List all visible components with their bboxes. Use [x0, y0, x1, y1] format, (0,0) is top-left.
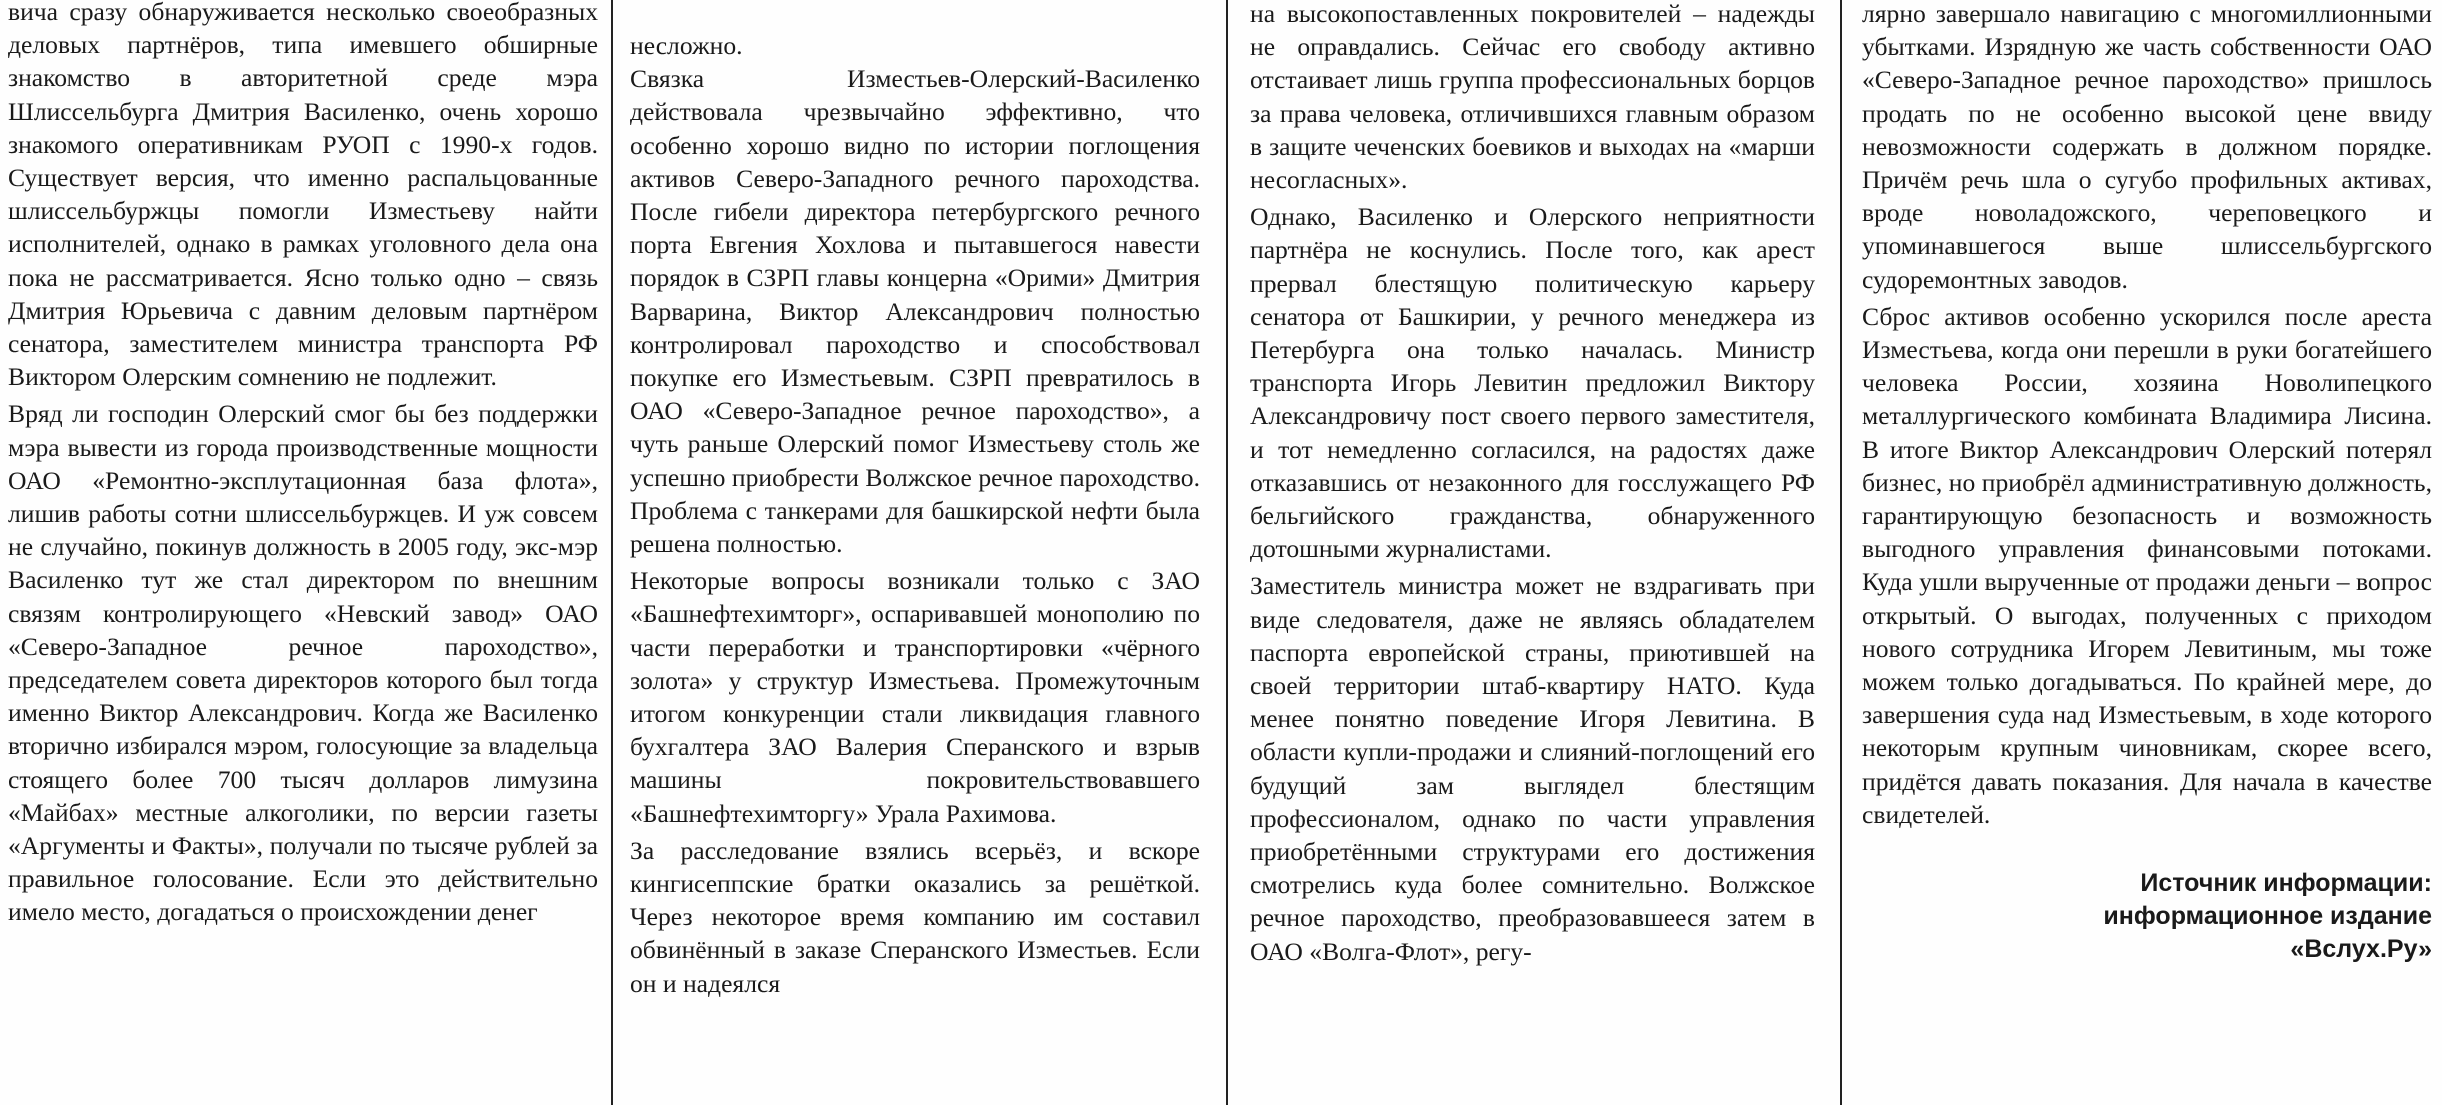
column-2-paragraph-4: За расследование взялись всерьёз, и вскоре кингисеппские братки оказались за решёткой. Через некоторое время компанию им составил обвинённый в заказе Сперанского Изместьев. Если он и надеялся [630, 835, 1200, 998]
column-divider-3 [1840, 0, 1842, 1105]
column-2-paragraph-1: несложно. [630, 31, 743, 60]
article-column-1 [8, 0, 598, 1100]
source-publication-type: информационное издание [2103, 902, 2432, 931]
column-1-paragraph-1: вича сразу обнаруживается несколько своеобразных деловых партнёров, типа имевшего обширные знакомство в авторитетной среде мэра Шлиссельбурга Дмитрия Василенко, очень хорошо знакомого оперативникам РУОП с 1990-х годов. Существует версия, что именно распальцованные шлиссельбуржцы помогли Изместьеву найти исполнителей, однако в рамках уголовного дела она пока не рассматривается. Ясно только одно – связь Дмитрия Юрьевича с давним деловым партнёром сенатора, заместителем министра транспорта РФ Виктором Олерским сомнению не подлежит. [8, 0, 598, 392]
source-label: Источник информации: [2140, 869, 2432, 898]
column-2-paragraph-3: Некоторые вопросы возникали только с ЗАО «Башнефтехимторг», оспаривавшей монополию по части переработки и транспортировки «чёрного золота» у структур Изместьева. Промежуточным итогом конкуренции стали ликвидация главного бухгалтера ЗАО Валерия Сперанского и взрыв машины покровительствовавшего «Башнефтехимторгу» Урала Рахимова. [630, 566, 1200, 828]
column-3-paragraph-3: Заместитель министра может не вздрагивать при виде следователя, даже не являясь обладателем паспорта европейской страны, приютившей на своей территории штаб-квартиру НАТО. Куда менее понятно поведение Игоря Левитина. В области купли-продажи и слияний-поглощений его будущий зам выглядел блестящим профессионалом, однако по части управления приобретёнными структурами его достижения смотрелись куда более сомнительно. Волжское речное пароходство, преобразовавшееся затем в ОАО «Волга-Флот», регу- [1250, 571, 1815, 966]
article-column-4 [1862, 0, 2432, 1102]
column-2-paragraph-2: Связка Изместьев-Олерский-Василенко действовала чрезвычайно эффективно, что особенно хорошо видно по истории поглощения активов Северо-Западного речного пароходства. После гибели директора петербургского речного порта Евгения Хохлова и пытавшегося навести порядок в СЗРП главы концерна «Орими» Дмитрия Варварина, Виктор Александрович полностью контролировал пароходство и способствовал покупке его Изместьевым. СЗРП превратилось в ОАО «Северо-Западное речное пароходство», а чуть раньше Олерский помог Изместьеву столь же успешно приобрести Волжское речное пароходство. Проблема с танкерами для башкирской нефти была решена полностью. [630, 64, 1200, 559]
column-4-paragraph-2: Сброс активов особенно ускорился после ареста Изместьева, когда они перешли в руки богатейшего человека России, хозяина Новолипецкого металлургического комбината Владимира Лисина. В итоге Виктор Александрович Олерский потерял бизнес, но приобрёл административную должность, гарантирующую безопасность и возможность выгодного управления финансовыми потоками. Куда ушли вырученные от продажи деньги – вопрос открытый. О выгодах, полученных с приходом нового сотрудника Игорем Левитиным, мы тоже можем только догадываться. По крайней мере, до завершения суда над Изместьевым, в ходе которого некоторым крупным чиновникам, скорее всего, придётся давать показания. Для начала в качестве свидетелей. [1862, 301, 2432, 829]
column-3-paragraph-2: Однако, Василенко и Олерского неприятности партнёра не коснулись. После того, как арест прервал блестящую политическую карьеру сенатора от Башкирии, у речного менеджера из Петербурга она только началась. Министр транспорта Игорь Левитин предложил Виктору Александровичу пост своего первого заместителя, и тот немедленно согласился, на радостях даже отказавшись от незаконного для госслужащего РФ бельгийского гражданства, обнаруженного дотошными журналистами. [1250, 202, 1815, 564]
column-divider-2 [1226, 0, 1228, 1105]
source-publication-name: «Вслух.Ру» [2290, 935, 2432, 964]
column-1-paragraph-2: Вряд ли господин Олерский смог бы без поддержки мэра вывести из города производственные мощности ОАО «Ремонтно-эксплутационная база флота», лишив работы сотни шлиссельбуржцев. И уж совсем не случайно, покинув должность в 2005 году, экс-мэр Василенко тут же стал директором по внешним связям контролирующего «Невский завод» ОАО «Северо-Западное речное пароходство», председателем совета директоров которого был тогда именно Виктор Александрович. Когда же Василенко вторично избирался мэром, голосующие за владельца стоящего более 700 тысяч долларов лимузина «Майбах» местные алкоголики, по версии газеты «Аргументы и Факты», получали по тысяче рублей за правильное голосование. Если это действительно имело место, догадаться о происхождении денег [8, 399, 598, 927]
column-3-paragraph-1: на высокопоставленных покровителей – надежды не оправдались. Сейчас его свободу активно отстаивает лишь группа профессиональных борцов за права человека, отличившихся главным образом в защите чеченских боевиков и выходах на «марши несогласных». [1250, 0, 1815, 195]
article-column-2 [630, 29, 1200, 1105]
source-credit [1862, 867, 2432, 966]
column-divider-1 [611, 0, 613, 1105]
article-column-3 [1250, 0, 1815, 1102]
column-4-paragraph-1: лярно завершало навигацию с многомиллионными убытками. Изрядную же часть собственности ОАО «Северо-Западное речное пароходство» пришлось продать по не особенно высокой цене ввиду невозможности содержать в должном порядке. Причём речь шла о сугубо профильных активах, вроде новоладожского, череповецкого и упоминавшегося выше шлиссельбургского судоремонтных заводов. [1862, 0, 2432, 294]
